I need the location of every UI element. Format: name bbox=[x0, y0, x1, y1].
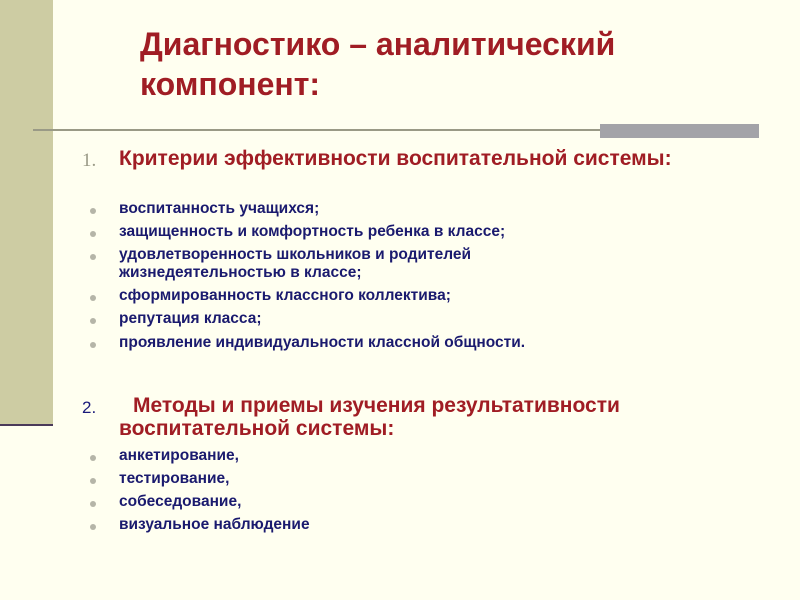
section-2-item: визуальное наблюдение bbox=[119, 516, 310, 533]
bullet-icon bbox=[90, 501, 96, 507]
bullet-icon bbox=[90, 208, 96, 214]
bullet-icon bbox=[90, 318, 96, 324]
section-2-item: тестирование, bbox=[119, 470, 230, 487]
section-1-item: воспитанность учащихся; bbox=[119, 200, 320, 217]
section-2-number: 2. bbox=[82, 398, 97, 417]
slide-title: Диагностико – аналитический компонент: bbox=[140, 26, 616, 102]
section-1-item: сформированность классного коллектива; bbox=[119, 287, 451, 304]
section-1-heading: Критерии эффективности воспитательной системы: bbox=[119, 147, 672, 170]
section-1-number: 1. bbox=[82, 150, 97, 171]
bullet-icon bbox=[90, 342, 96, 348]
section-1-item: удовлетворенность школьников и родителей жизнедеятельностью в классе; bbox=[119, 246, 472, 281]
bullet-icon bbox=[90, 455, 96, 461]
bullet-icon bbox=[90, 231, 96, 237]
bullet-icon bbox=[90, 524, 96, 530]
section-1-item: проявление индивидуальности классной общности. bbox=[119, 334, 526, 351]
section-2-heading: Методы и приемы изучения результативности воспитательной системы: bbox=[119, 394, 620, 440]
section-1-item: репутация класса; bbox=[119, 310, 262, 327]
section-1-item: защищенность и комфортность ребенка в классе; bbox=[119, 223, 506, 240]
bullet-icon bbox=[90, 254, 96, 260]
bullet-icon bbox=[90, 295, 96, 301]
section-2-item: собеседование, bbox=[119, 493, 242, 510]
section-2-item: анкетирование, bbox=[119, 447, 239, 464]
bullet-icon bbox=[90, 478, 96, 484]
